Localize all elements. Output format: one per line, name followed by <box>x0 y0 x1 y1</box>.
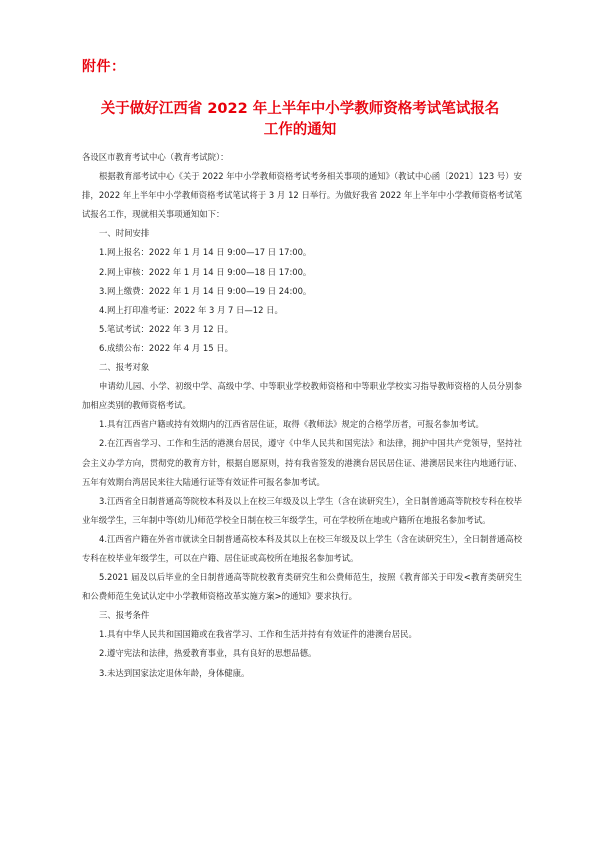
section-heading-schedule: 一、时间安排 <box>99 228 150 239</box>
schedule-item: 3.网上缴费：2022 年 1 月 14 日 9:00—19 日 24:00。 <box>99 285 312 296</box>
section-heading-conditions: 三、报考条件 <box>99 610 150 621</box>
target-item: 4.江西省户籍在外省市就读全日制普通高校本科及其以上在校三年级及以上学生（含在读研究生），全日制普通高校专科在校毕业年级学生，可以在户籍、居住证或高校所在地报名参加考试。 <box>82 533 522 563</box>
condition-item: 1.具有中华人民共和国国籍或在我省学习、工作和生活并持有有效证件的港澳台居民。 <box>99 629 417 640</box>
targets-intro-paragraph: 申请幼儿园、小学、初级中学、高级中学、中等职业学校教师资格和中等职业学校实习指导教师资格的人员分别参加相应类别的教师资格考试。 <box>82 381 522 411</box>
schedule-item: 2.网上审核：2022 年 1 月 14 日 9:00—18 日 17:00。 <box>99 266 312 277</box>
attachment-label: 附件： <box>82 59 126 75</box>
salutation: 各设区市教育考试中心（教育考试院）： <box>82 152 229 162</box>
target-item: 3.江西省全日制普通高等院校本科及以上在校三年级及以上学生（含在读研究生），全日制普通高等院校专科在校毕业年级学生，三年制中等(幼儿)师范学校全日制在校三年级学生，可在学校所在地或户籍所在地报名参加考试。 <box>82 495 522 525</box>
condition-item: 3.未达到国家法定退休年龄，身体健康。 <box>99 667 250 678</box>
schedule-item: 6.成绩公布：2022 年 4 月 15 日。 <box>99 342 233 353</box>
document-body <box>82 148 522 683</box>
intro-paragraph: 根据教育部考试中心《关于 2022 年中小学教师资格考试考务相关事项的通知》（教试中心函〔2021〕123 号）安排，2022 年上半年中小学教师资格考试笔试将于 3 月 12 日举行。为做好我省 2022 年上半年中小学教师资格考试笔试报名工作，现就相关事项通知如下： <box>82 171 522 220</box>
section-heading-targets: 二、报考对象 <box>99 362 150 373</box>
schedule-item: 4.网上打印准考证：2022 年 3 月 7 日—12 日。 <box>99 304 283 315</box>
target-item: 5.2021 届及以后毕业的全日制普通高等院校教育类研究生和公费师范生，按照《教育部关于印发<教育类研究生和公费师范生免试认定中小学教师资格改革实施方案>的通知》要求执行。 <box>82 572 522 602</box>
document-title-line2: 工作的通知 <box>263 122 337 138</box>
target-item: 1.具有江西省户籍或持有效期内的江西省居住证，取得《教师法》规定的合格学历者，可报名参加考试。 <box>99 419 484 430</box>
condition-item: 2.遵守宪法和法律，热爱教育事业，具有良好的思想品德。 <box>99 648 317 659</box>
document-title-line1: 关于做好江西省 2022 年上半年中小学教师资格考试笔试报名 <box>100 101 500 117</box>
target-item: 2.在江西省学习、工作和生活的港澳台居民，遵守《中华人民共和国宪法》和法律，拥护中国共产党领导，坚持社会主义办学方向，贯彻党的教育方针，根据自愿原则，持有我省签发的港澳台居民居住证、港澳居民来往内地通行证、五年有效期台湾居民来往大陆通行证等有效证件可报名参加考试。 <box>82 438 522 487</box>
schedule-item: 5.笔试考试：2022 年 3 月 12 日。 <box>99 323 233 334</box>
schedule-item: 1.网上报名：2022 年 1 月 14 日 9:00—17 日 17:00。 <box>99 247 312 258</box>
